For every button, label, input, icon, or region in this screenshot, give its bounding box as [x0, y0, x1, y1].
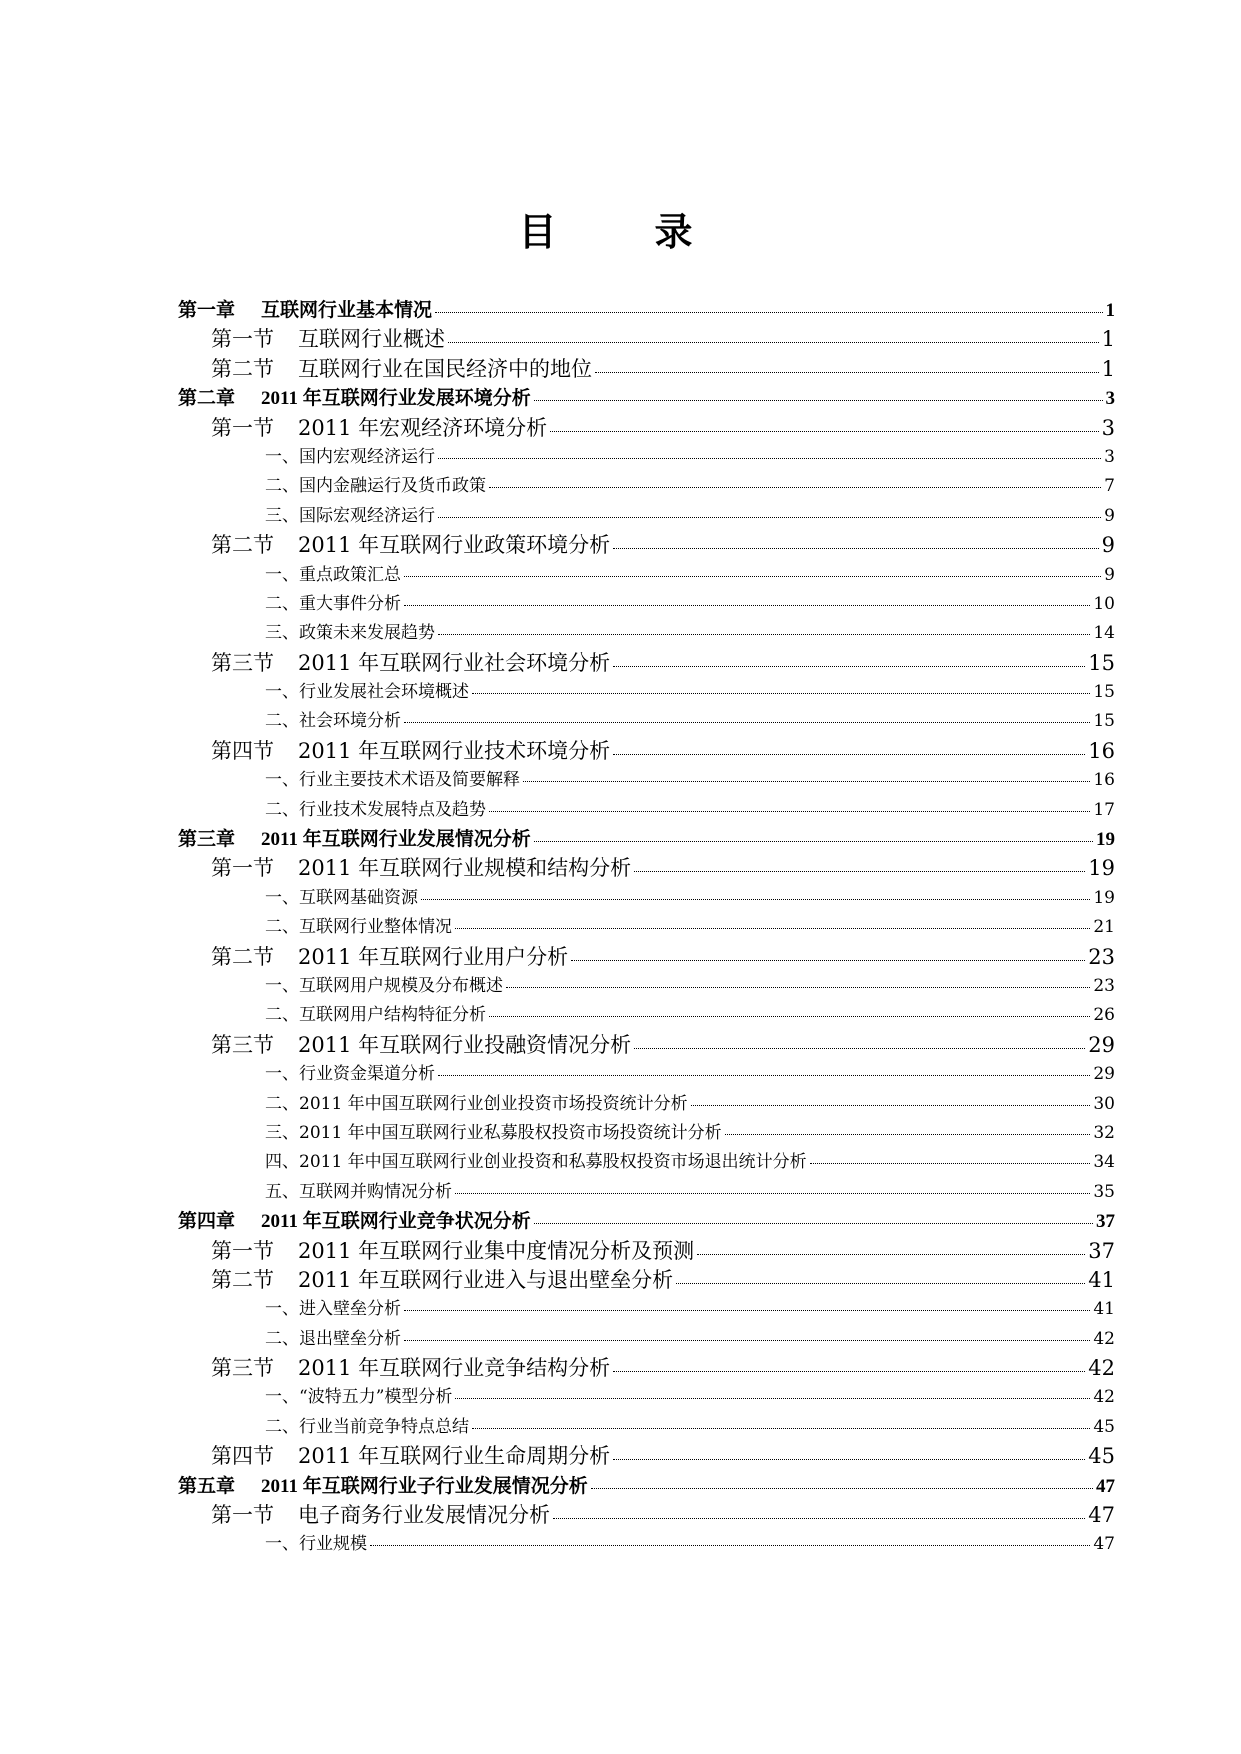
toc-entry-number: 第二节 [211, 944, 274, 969]
toc-entry-number: 第一节 [211, 856, 274, 881]
toc-page-number: 1 [1101, 327, 1115, 352]
toc-entry-number: 二、 [265, 799, 299, 820]
toc-entry-sub[interactable] [178, 472, 1115, 501]
toc-page-number: 29 [1093, 1064, 1115, 1085]
page-title: 目 录 [518, 210, 723, 254]
toc-page-number: 42 [1088, 1356, 1115, 1381]
toc-entry-title: 2011 年中国互联网行业私募股权投资市场投资统计分析 [299, 1122, 722, 1143]
toc-entry-sub[interactable] [178, 678, 1115, 707]
toc-entry-number: 五、 [265, 1181, 299, 1202]
toc-entry-title: 2011 年互联网行业生命周期分析 [298, 1444, 611, 1469]
toc-page-number: 15 [1088, 650, 1115, 675]
toc-entry-title: 2011 年互联网行业政策环境分析 [298, 533, 611, 558]
toc-entry-title: 2011 年互联网行业技术环境分析 [298, 738, 611, 763]
toc-leader-dots [810, 1163, 1091, 1164]
toc-entry-title: 国内宏观经济运行 [299, 446, 435, 467]
toc-entry-section[interactable] [178, 649, 1115, 678]
toc-page-number: 9 [1104, 564, 1115, 585]
toc-entry-title: 2011 年中国互联网行业创业投资市场投资统计分析 [299, 1093, 688, 1114]
toc-entry-title: 2011 年互联网行业社会环境分析 [298, 650, 611, 675]
toc-leader-dots [725, 1134, 1091, 1135]
toc-entry-title: 2011 年中国互联网行业创业投资和私募股权投资市场退出统计分析 [299, 1152, 807, 1173]
toc-entry-sub[interactable] [178, 1530, 1115, 1559]
toc-leader-dots [455, 1398, 1090, 1399]
toc-entry-sub[interactable] [178, 972, 1115, 1001]
toc-page-number: 14 [1093, 623, 1115, 644]
toc-entry-title: 行业发展社会环境概述 [299, 682, 469, 703]
toc-entry-number: 一、 [265, 564, 299, 585]
toc-entry-title: 互联网行业在国民经济中的地位 [298, 356, 592, 381]
table-of-contents [178, 296, 1115, 1560]
toc-entry-number: 二、 [265, 1328, 299, 1349]
toc-entry-number: 第一章 [178, 300, 236, 321]
toc-entry-number: 第三节 [211, 1032, 274, 1057]
toc-entry-number: 二、 [265, 1093, 299, 1114]
toc-page-number: 3 [1104, 446, 1115, 467]
toc-entry-sub[interactable] [178, 1119, 1115, 1148]
toc-leader-dots [370, 1545, 1090, 1546]
toc-page-number: 16 [1088, 738, 1115, 763]
toc-entry-sub[interactable] [178, 1325, 1115, 1354]
toc-page-number: 47 [1088, 1503, 1115, 1528]
toc-entry-sub[interactable] [178, 619, 1115, 648]
toc-leader-dots [506, 987, 1090, 988]
toc-page-number: 23 [1093, 975, 1115, 996]
toc-entry-sub[interactable] [178, 796, 1115, 825]
toc-page-number: 30 [1093, 1093, 1115, 1114]
toc-entry-number: 第二节 [211, 356, 274, 381]
toc-page-number: 16 [1093, 770, 1115, 791]
toc-entry-title: 进入壁垒分析 [299, 1299, 401, 1320]
toc-entry-number: 一、 [265, 1387, 299, 1408]
toc-leader-dots [489, 1016, 1090, 1017]
toc-page-number: 26 [1093, 1005, 1115, 1026]
toc-entry-number: 第三节 [211, 650, 274, 675]
toc-page-number: 41 [1088, 1267, 1115, 1292]
toc-entry-section[interactable] [178, 355, 1115, 384]
toc-leader-dots [421, 899, 1090, 900]
toc-entry-section[interactable] [178, 1266, 1115, 1295]
toc-entry-title: 2011 年互联网行业用户分析 [298, 944, 569, 969]
toc-leader-dots [489, 487, 1101, 488]
toc-entry-title: 2011 年互联网行业规模和结构分析 [298, 856, 632, 881]
toc-entry-number: 第三节 [211, 1356, 274, 1381]
toc-entry-title: 国内金融运行及货币政策 [299, 476, 486, 497]
toc-entry-sub[interactable] [178, 1383, 1115, 1412]
toc-entry-title: 2011 年互联网行业进入与退出壁垒分析 [298, 1267, 674, 1292]
toc-entry-title: 2011 年互联网行业投融资情况分析 [298, 1032, 632, 1057]
toc-entry-number: 二、 [265, 593, 299, 614]
toc-entry-section[interactable] [178, 1442, 1115, 1471]
toc-entry-number: 第二节 [211, 533, 274, 558]
toc-entry-sub[interactable] [178, 443, 1115, 472]
toc-entry-section[interactable] [178, 1354, 1115, 1383]
toc-page-number: 15 [1093, 711, 1115, 732]
toc-leader-dots [404, 722, 1090, 723]
toc-leader-dots [613, 548, 1099, 549]
toc-leader-dots [455, 928, 1090, 929]
toc-entry-section[interactable] [178, 1031, 1115, 1060]
toc-entry-number: 二、 [265, 1416, 299, 1437]
toc-entry-number: 三、 [265, 505, 299, 526]
toc-entry-number: 一、 [265, 975, 299, 996]
toc-entry-sub[interactable] [178, 1060, 1115, 1089]
toc-entry-title: “波特五力”模型分析 [299, 1387, 453, 1408]
toc-page-number: 42 [1093, 1328, 1115, 1349]
toc-entry-title: 2011 年互联网行业发展情况分析 [261, 829, 531, 851]
toc-leader-dots [438, 1075, 1090, 1076]
toc-entry-section[interactable] [178, 1237, 1115, 1266]
toc-entry-title: 2011 年互联网行业集中度情况分析及预测 [298, 1238, 695, 1263]
toc-entry-sub[interactable] [178, 1090, 1115, 1119]
toc-leader-dots [634, 871, 1085, 872]
toc-entry-sub[interactable] [178, 766, 1115, 795]
toc-page-number: 47 [1093, 1534, 1115, 1555]
toc-entry-sub[interactable] [178, 884, 1115, 913]
toc-leader-dots [523, 781, 1090, 782]
toc-entry-title: 2011 年互联网行业子行业发展情况分析 [261, 1475, 588, 1497]
toc-entry-title: 互联网并购情况分析 [299, 1181, 452, 1202]
toc-leader-dots [435, 312, 1102, 313]
toc-entry-section[interactable] [178, 737, 1115, 766]
toc-entry-number: 第一节 [211, 1503, 274, 1528]
toc-leader-dots [534, 841, 1093, 842]
toc-entry-title: 行业规模 [299, 1534, 367, 1555]
toc-page-number: 21 [1093, 917, 1115, 938]
toc-page-number: 9 [1104, 505, 1115, 526]
toc-entry-number: 一、 [265, 1534, 299, 1555]
toc-leader-dots [438, 634, 1090, 635]
toc-entry-chapter[interactable] [178, 296, 1115, 325]
toc-entry-number: 第四节 [211, 1444, 274, 1469]
toc-entry-section[interactable] [178, 854, 1115, 883]
toc-entry-title: 互联网基础资源 [299, 887, 418, 908]
toc-page-number: 41 [1093, 1299, 1115, 1320]
toc-entry-sub[interactable] [178, 1178, 1115, 1207]
toc-page-number: 42 [1093, 1387, 1115, 1408]
toc-entry-number: 第一节 [211, 327, 274, 352]
toc-page-number: 23 [1088, 944, 1115, 969]
toc-page-number: 3 [1105, 388, 1115, 410]
toc-entry-title: 重大事件分析 [299, 593, 401, 614]
toc-page-number: 29 [1088, 1032, 1115, 1057]
toc-entry-number: 第五章 [178, 1475, 236, 1497]
toc-entry-number: 三、 [265, 623, 299, 644]
toc-entry-section[interactable] [178, 1501, 1115, 1530]
toc-entry-sub[interactable] [178, 502, 1115, 531]
toc-page-number: 32 [1093, 1122, 1115, 1143]
toc-leader-dots [438, 517, 1101, 518]
toc-leader-dots [489, 811, 1090, 812]
toc-entry-number: 一、 [265, 770, 299, 791]
toc-leader-dots [676, 1283, 1085, 1284]
toc-page-number: 7 [1104, 476, 1115, 497]
toc-leader-dots [404, 1310, 1090, 1311]
toc-entry-sub[interactable] [178, 590, 1115, 619]
toc-leader-dots [472, 1428, 1090, 1429]
toc-entry-number: 一、 [265, 682, 299, 703]
toc-entry-sub[interactable] [178, 1001, 1115, 1030]
toc-entry-number: 一、 [265, 1299, 299, 1320]
toc-entry-chapter[interactable] [178, 384, 1115, 413]
toc-page-number: 17 [1093, 799, 1115, 820]
toc-leader-dots [553, 1518, 1085, 1519]
toc-entry-title: 2011 年互联网行业发展环境分析 [261, 388, 531, 410]
toc-entry-number: 四、 [265, 1152, 299, 1173]
toc-entry-title: 电子商务行业发展情况分析 [298, 1503, 550, 1528]
toc-entry-number: 第三章 [178, 829, 236, 851]
toc-entry-title: 互联网用户结构特征分析 [299, 1005, 486, 1026]
toc-entry-chapter[interactable] [178, 825, 1115, 854]
toc-leader-dots [613, 1459, 1085, 1460]
toc-entry-title: 社会环境分析 [299, 711, 401, 732]
toc-entry-title: 行业当前竞争特点总结 [299, 1416, 469, 1437]
toc-page-number: 19 [1088, 856, 1115, 881]
toc-entry-number: 一、 [265, 887, 299, 908]
toc-page-number: 37 [1096, 1211, 1115, 1233]
toc-page-number: 3 [1101, 415, 1115, 440]
toc-entry-number: 二、 [265, 711, 299, 732]
toc-page-number: 45 [1088, 1444, 1115, 1469]
toc-page-number: 45 [1093, 1416, 1115, 1437]
toc-leader-dots [534, 1223, 1093, 1224]
toc-leader-dots [448, 342, 1099, 343]
toc-page-number: 19 [1096, 829, 1115, 851]
toc-leader-dots [595, 372, 1099, 373]
toc-page-number: 34 [1093, 1152, 1115, 1173]
toc-entry-title: 行业资金渠道分析 [299, 1064, 435, 1085]
toc-page-number: 35 [1093, 1181, 1115, 1202]
toc-entry-number: 第四章 [178, 1211, 236, 1233]
toc-leader-dots [571, 960, 1085, 961]
toc-entry-number: 第二章 [178, 388, 236, 410]
toc-entry-title: 2011 年互联网行业竞争状况分析 [261, 1211, 531, 1233]
toc-entry-sub[interactable] [178, 707, 1115, 736]
toc-entry-number: 第四节 [211, 738, 274, 763]
toc-leader-dots [591, 1488, 1093, 1489]
toc-entry-number: 一、 [265, 1064, 299, 1085]
toc-entry-title: 重点政策汇总 [299, 564, 401, 585]
toc-leader-dots [534, 400, 1103, 401]
toc-entry-section[interactable] [178, 943, 1115, 972]
toc-entry-chapter[interactable] [178, 1207, 1115, 1236]
toc-entry-title: 2011 年互联网行业竞争结构分析 [298, 1356, 611, 1381]
toc-entry-sub[interactable] [178, 913, 1115, 942]
toc-leader-dots [550, 431, 1099, 432]
toc-entry-title: 互联网行业概述 [298, 327, 445, 352]
toc-entry-chapter[interactable] [178, 1472, 1115, 1501]
toc-entry-title: 退出壁垒分析 [299, 1328, 401, 1349]
toc-page-number: 19 [1093, 887, 1115, 908]
toc-entry-sub[interactable] [178, 1413, 1115, 1442]
toc-entry-number: 二、 [265, 476, 299, 497]
toc-entry-number: 二、 [265, 917, 299, 938]
toc-entry-section[interactable] [178, 325, 1115, 354]
toc-entry-number: 一、 [265, 446, 299, 467]
toc-page-number: 37 [1088, 1238, 1115, 1263]
toc-entry-sub[interactable] [178, 1295, 1115, 1324]
toc-entry-number: 第二节 [211, 1267, 274, 1292]
toc-entry-title: 互联网行业整体情况 [299, 917, 452, 938]
toc-entry-title: 行业主要技术术语及简要解释 [299, 770, 520, 791]
toc-leader-dots [404, 1340, 1090, 1341]
toc-entry-number: 第一节 [211, 1238, 274, 1263]
toc-entry-title: 互联网用户规模及分布概述 [299, 975, 503, 996]
toc-leader-dots [438, 458, 1101, 459]
toc-leader-dots [634, 1048, 1085, 1049]
toc-entry-section[interactable] [178, 414, 1115, 443]
toc-leader-dots [472, 693, 1090, 694]
toc-entry-section[interactable] [178, 531, 1115, 560]
toc-entry-number: 第一节 [211, 415, 274, 440]
toc-page-number: 10 [1093, 593, 1115, 614]
toc-entry-number: 三、 [265, 1122, 299, 1143]
toc-entry-number: 二、 [265, 1005, 299, 1026]
toc-leader-dots [697, 1254, 1085, 1255]
toc-leader-dots [613, 754, 1085, 755]
toc-page-number: 9 [1101, 533, 1115, 558]
toc-entry-sub[interactable] [178, 1148, 1115, 1177]
toc-page-number: 1 [1105, 300, 1115, 321]
toc-page-number: 47 [1096, 1475, 1115, 1497]
toc-leader-dots [404, 605, 1090, 606]
toc-leader-dots [613, 666, 1085, 667]
toc-leader-dots [455, 1193, 1090, 1194]
toc-leader-dots [404, 576, 1101, 577]
toc-entry-title: 互联网行业基本情况 [261, 300, 433, 321]
toc-leader-dots [691, 1105, 1091, 1106]
toc-leader-dots [613, 1371, 1085, 1372]
toc-entry-title: 2011 年宏观经济环境分析 [298, 415, 548, 440]
toc-entry-title: 行业技术发展特点及趋势 [299, 799, 486, 820]
toc-page-number: 1 [1101, 356, 1115, 381]
toc-entry-title: 国际宏观经济运行 [299, 505, 435, 526]
toc-page-number: 15 [1093, 682, 1115, 703]
toc-entry-sub[interactable] [178, 561, 1115, 590]
toc-entry-title: 政策未来发展趋势 [299, 623, 435, 644]
